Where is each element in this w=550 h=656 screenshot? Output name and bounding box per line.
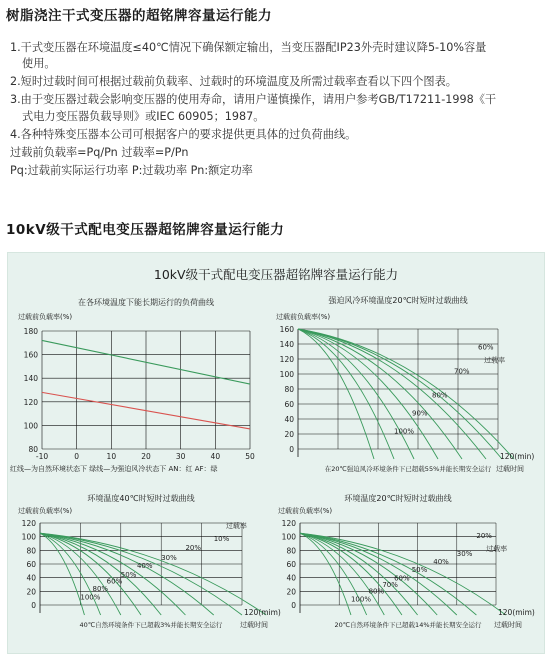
chart2-note: 在20℃强迫风冷环境条件下已超载55%并能长期安全运行 [324,465,492,473]
chart3-ytick: 100 [21,532,36,542]
chart2-ytick: 140 [279,340,294,349]
chart1-note: 红线—为自然环境状态下 绿线—为强迫风冷状态下 AN：红 AF：绿 [10,465,218,473]
chart4-ytick: 60 [286,560,296,569]
formula-2: Pq:过载前实际运行功率 P:过载功率 Pn:额定功率 [10,164,253,177]
chart1-xtick: -10 [35,452,49,461]
chart1-xtick: 30 [175,452,186,461]
chart4-curve-label: 80% [368,587,385,596]
chart4-curve-label: 100% [350,595,371,604]
chart3-ytick: 80 [26,546,36,556]
page-heading: 树脂浇注干式变压器的超铭牌容量运行能力 [6,8,272,24]
chart3-curve-label: 10% [213,535,230,544]
chart1-ylabel: 过载前负载率(%) [18,313,73,321]
chart3-curve-label: 40% [136,562,153,571]
chart4-curve-label: 30% [456,549,473,558]
chart2-title: 强迫风冷环境温度20℃时短时过载曲线 [328,296,468,305]
chart2-ytick: 160 [279,325,294,334]
chart2-ytick: 40 [284,415,294,424]
chart1-ytick: 180 [23,327,38,336]
chart1-xtick: 20 [141,452,151,461]
chart2-ytick: 20 [284,430,294,439]
chart1-ytick: 140 [23,374,38,384]
chart4-curve-label: 60% [394,574,410,583]
chart3-curve-label: 30% [161,553,177,562]
chart3-xaxis-right: 过载时间 [240,621,268,629]
chart4-note: 20℃自然环境条件下已超载14%并能长期安全运行 [334,621,482,629]
chart3-title: 环境温度40℃时短时过载曲线 [87,494,195,503]
chart3-note: 40℃自然环境条件下已超载3%并能长期安全运行 [79,621,223,629]
chart2-ytick: 0 [289,445,294,454]
chart2-ytick: 100 [279,370,294,379]
paragraph-3: 3.由于变压器过载会影响变压器的使用寿命，请用户谨慎操作，请用户参考GB/T17211-1998《干 [10,93,497,106]
paragraph-2: 2.短时过载时间可根据过载前负载率、过载时的环境温度及所需过载率查看以下四个图表。 [10,75,457,88]
chart4-curve-label: 20% [476,531,492,540]
chart3-ytick: 0 [31,601,36,610]
paragraph-3-cont: 式电力变压器负载导则》或IEC 60905；1987。 [22,110,265,123]
charts-svg [8,253,544,653]
chart4-title: 环境温度20℃时短时过载曲线 [344,494,452,503]
chart4-ytick: 80 [286,546,296,556]
paragraph-4: 4.各种特殊变压器本公司可根据客户的要求提供更具体的过负荷曲线。 [10,128,357,141]
chart3-ytick: 20 [26,587,36,597]
chart1-ytick: 120 [23,397,38,407]
chart4-curve-label: 70% [382,580,398,589]
chart1-ytick: 100 [23,421,38,431]
chart2-curve [298,329,414,459]
chart3-curve-label: 过载率 [225,521,247,530]
chart2-curve-label: 过载率 [484,356,505,365]
chart3-ylabel: 过载前负载率(%) [18,507,73,515]
chart2-curve-label: 60% [478,343,494,352]
paragraph-1-cont: 使用。 [22,57,56,70]
chart1-title: 在各环境温度下能长期运行的负荷曲线 [78,298,214,307]
chart3-ytick: 120 [21,519,36,528]
chart1-ytick: 160 [23,350,38,360]
chart4-curve-label: 过载率 [486,544,508,553]
chart2-curve-label: 80% [432,391,448,400]
chart4-ytick: 20 [286,587,296,597]
chart4-xlabel: 120(mim) [498,608,535,617]
chart4-curve-label: 50% [411,566,428,575]
chart3-curve-label: 20% [185,544,202,553]
chart3-curve-label: 80% [92,585,109,594]
chart2-ylabel: 过载前负载率(%) [276,313,331,321]
chart4-ytick: 0 [291,601,296,610]
chart2-curve-label: 100% [394,427,415,436]
chart1-xtick: 0 [74,452,80,461]
chart1-xtick: 40 [210,452,221,461]
chart2-curve-label: 70% [454,367,470,376]
chart2-curve-label: 90% [412,409,428,418]
chart3-ytick: 40 [26,573,36,583]
charts-panel [7,252,545,654]
chart4-xaxis-right: 过载时间 [494,621,522,629]
chart4-curve [300,533,384,615]
chart2-ytick: 120 [279,355,294,364]
formula-1: 过载前负载率=Pq/Pn 过载率=P/Pn [10,146,189,159]
chart2-ytick: 60 [284,400,294,409]
chart4-curve-label: 40% [433,558,449,566]
chart1-xtick: 10 [106,452,117,461]
chart4-ytick: 40 [286,573,296,583]
panel-title: 10kV级干式配电变压器超铭牌容量运行能力 [153,267,399,282]
chart2-curve [298,329,394,459]
chart3-ytick: 60 [26,560,36,569]
chart4-ytick: 120 [281,519,296,528]
chart3-curve [40,533,266,615]
chart3-xlabel: 120(mim) [244,608,281,617]
chart4-ytick: 100 [281,532,296,542]
chart2-xlabel: 120(min) [500,452,535,461]
chart2-ytick: 80 [284,385,294,394]
chart1-xtick: 50 [245,452,255,461]
chart2-xaxis-right: 过载时间 [496,465,524,473]
paragraph-1: 1.干式变压器在环境温度≤40℃情况下确保额定输出，当变压器配IP23外壳时建议降5-10%容量 [10,41,487,54]
chart1-ytick: 80 [28,445,38,454]
chart4-ylabel: 过载前负载率(%) [278,507,333,515]
section-heading: 10kV级干式配电变压器超铭牌容量运行能力 [6,222,285,238]
chart3-curve-label: 100% [80,593,101,602]
chart3-curve-label: 60% [106,577,123,586]
chart3-curve-label: 50% [120,571,137,580]
chart3-curve [40,533,161,615]
